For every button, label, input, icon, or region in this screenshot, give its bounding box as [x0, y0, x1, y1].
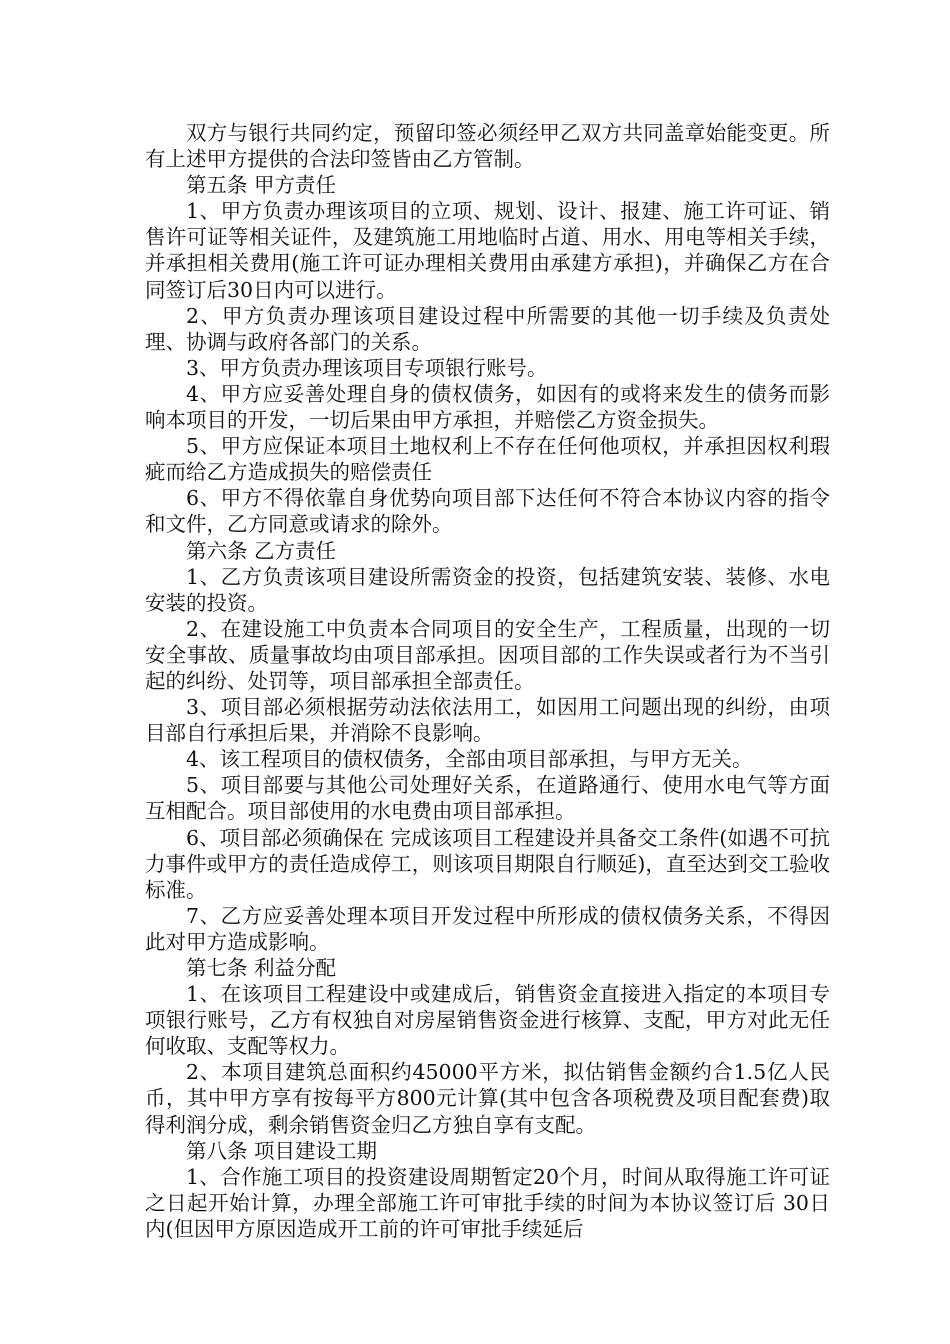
section-heading: 第五条 甲方责任 — [186, 173, 337, 198]
paragraph: 4、甲方应妥善处理自身的债权债务，如因有的或将来发生的债务而影响本项目的开发，一切后果由甲方承担，并赔偿乙方资金损失。 — [145, 381, 830, 433]
paragraph: 5、项目部要与其他公司处理好关系，在道路通行、使用水电气等方面互相配合。项目部使用的水电费由项目部承担。 — [145, 773, 830, 824]
paragraph: 1、在该项目工程建设中或建成后，销售资金直接进入指定的本项目专项银行账号，乙方有权独自对房屋销售资金进行核算、支配，甲方对此无任何收取、支配等权力。 — [145, 982, 830, 1059]
paragraph: 1、甲方负责办理该项目的立项、规划、设计、报建、施工许可证、销售许可证等相关证件，及建筑施工用地临时占道、用水、用电等相关手续，并承担相关费用(施工许可证办理相关费用由承建方承担)，并确保乙方在合同签订后30日内可以进行。 — [145, 199, 830, 302]
paragraph: 4、该工程项目的债权债务，全部由项目部承担，与甲方无关。 — [186, 747, 753, 772]
section-heading: 第六条 乙方责任 — [186, 538, 337, 563]
document-body — [145, 120, 830, 1242]
paragraph: 2、本项目建筑总面积约45000平方米，拟估销售金额约合1.5亿人民币，其中甲方享有按每平方800元计算(其中包含各项税费及项目配套费)取得利润分成，剩余销售资金归乙方独自享有支配。 — [145, 1060, 830, 1137]
paragraph: 2、在建设施工中负责本合同项目的安全生产，工程质量，出现的一切安全事故、质量事故均由项目部承担。因项目部的工作失误或者行为不当引起的纠纷、处罚等，项目部承担全部责任。 — [145, 616, 830, 693]
paragraph: 3、项目部必须根据劳动法依法用工，如因用工问题出现的纠纷，由项目部自行承担后果，并消除不良影响。 — [145, 695, 830, 746]
paragraph: 6、项目部必须确保在 完成该项目工程建设并具备交工条件(如遇不可抗力事件或甲方的责任造成停工，则该项目期限自行顺延)，直至达到交工验收标准。 — [145, 825, 830, 902]
paragraph: 3、甲方负责办理该项目专项银行账号。 — [186, 355, 548, 380]
section-heading: 第七条 利益分配 — [186, 956, 337, 980]
paragraph: 6、甲方不得依靠自身优势向项目部下达任何不符合本协议内容的指令和文件，乙方同意或请求的除外。 — [145, 486, 830, 537]
paragraph: 2、甲方负责办理该项目建设过程中所需要的其他一切手续及负责处理、协调与政府各部门的关系。 — [145, 303, 830, 354]
paragraph: 1、合作施工项目的投资建设周期暂定20个月，时间从取得施工许可证之日起开始计算，办理全部施工许可审批手续的时间为本协议签订后 30日内(但因甲方原因造成开工前的许可审批手续延后 — [145, 1164, 830, 1241]
paragraph: 双方与银行共同约定，预留印签必须经甲乙双方共同盖章始能变更。所有上述甲方提供的合法印签皆由乙方管制。 — [145, 121, 830, 172]
paragraph: 5、甲方应保证本项目土地权利上不存在任何他项权，并承担因权利瑕疵而给乙方造成损失的赔偿责任 — [145, 434, 830, 485]
section-heading: 第八条 项目建设工期 — [186, 1138, 378, 1163]
paragraph: 7、乙方应妥善处理本项目开发过程中所形成的债权债务关系，不得因此对甲方造成影响。 — [145, 903, 830, 954]
paragraph: 1、乙方负责该项目建设所需资金的投资，包括建筑安装、装修、水电安装的投资。 — [145, 564, 830, 615]
